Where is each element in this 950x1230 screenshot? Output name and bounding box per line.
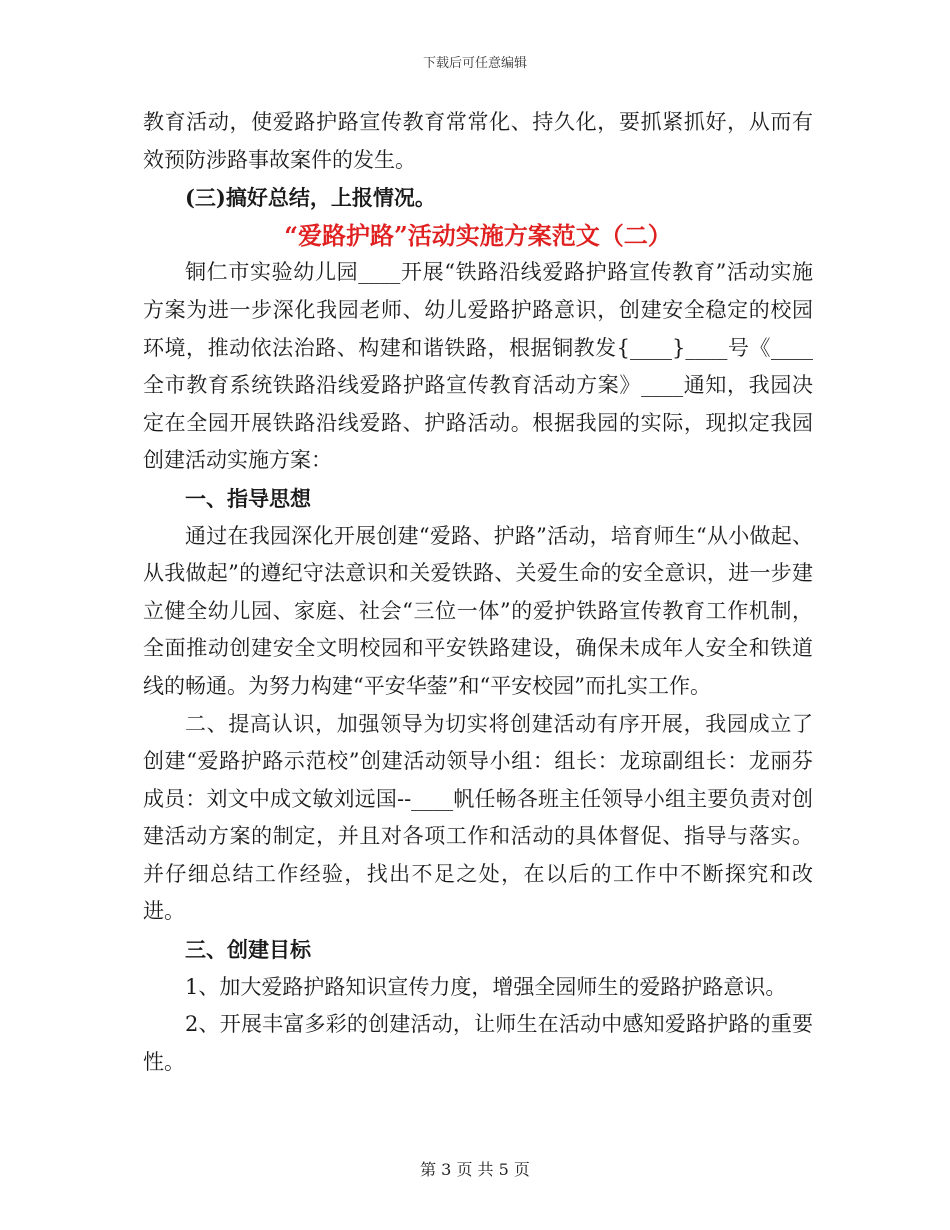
page-footer: 第 3 页 共 5 页 <box>420 1160 530 1179</box>
section-heading-goals: 三、创建目标 <box>185 937 311 963</box>
goal-item-1: 1、加大爱路护路知识宣传力度，增强全园师生的爱路护路意识。 <box>185 974 787 999</box>
section-heading-guiding-thought: 一、指导思想 <box>185 485 311 511</box>
goal-item-2: 2、开展丰富多彩的创建活动，让师生在活动中感知爱路护路的重要性。 <box>143 1012 813 1074</box>
paragraph-continuation: 教育活动，使爱路护路宣传教育常常化、持久化，要抓紧抓好，从而有效预防涉路事故案件的发生。 <box>143 110 813 172</box>
heading-summary: (三)搞好总结，上报情况。 <box>185 185 436 211</box>
document-title: “爱路护路”活动实施方案范文（二） <box>284 220 672 250</box>
document-body <box>143 104 813 1081</box>
section-leadership-body: 二、提高认识，加强领导为切实将创建活动有序开展，我园成立了创建“爱路护路示范校”创建活动领导小组：组长：龙琼副组长：龙丽芬成员：刘文中成文敏刘远国--____帆任畅各班主任领导小组主要负责对创建活动方案的制定，并且对各项工作和活动的具体督促、指导与落实。并仔细总结工作经验，找出不足之处，在以后的工作中不断探究和改进。 <box>143 711 813 924</box>
page-header: 下载后可任意编辑 <box>422 56 527 71</box>
intro-paragraph: 铜仁市实验幼儿园____开展“铁路沿线爱路护路宣传教育”活动实施方案为进一步深化我园老师、幼儿爱路护路意识，创建安全稳定的校园环境，推动依法治路、构建和谐铁路，根据铜教发{____}____号《____全市教育系统铁路沿线爱路护路宣传教育活动方案》____通知，我园决定在全园开展铁路沿线爱路、护路活动。根据我园的实际，现拟定我园创建活动实施方案： <box>143 260 813 473</box>
section-guiding-thought-body: 通过在我园深化开展创建“爱路、护路”活动，培育师生“从小做起、从我做起”的遵纪守法意识和关爱铁路、关爱生命的安全意识，进一步建立健全幼儿园、家庭、社会“三位一体”的爱护铁路宣传教育工作机制，全面推动创建安全文明校园和平安铁路建设，确保未成年人安全和铁道线的畅通。为努力构建“平安华蓥”和“平安校园”而扎实工作。 <box>143 523 813 698</box>
